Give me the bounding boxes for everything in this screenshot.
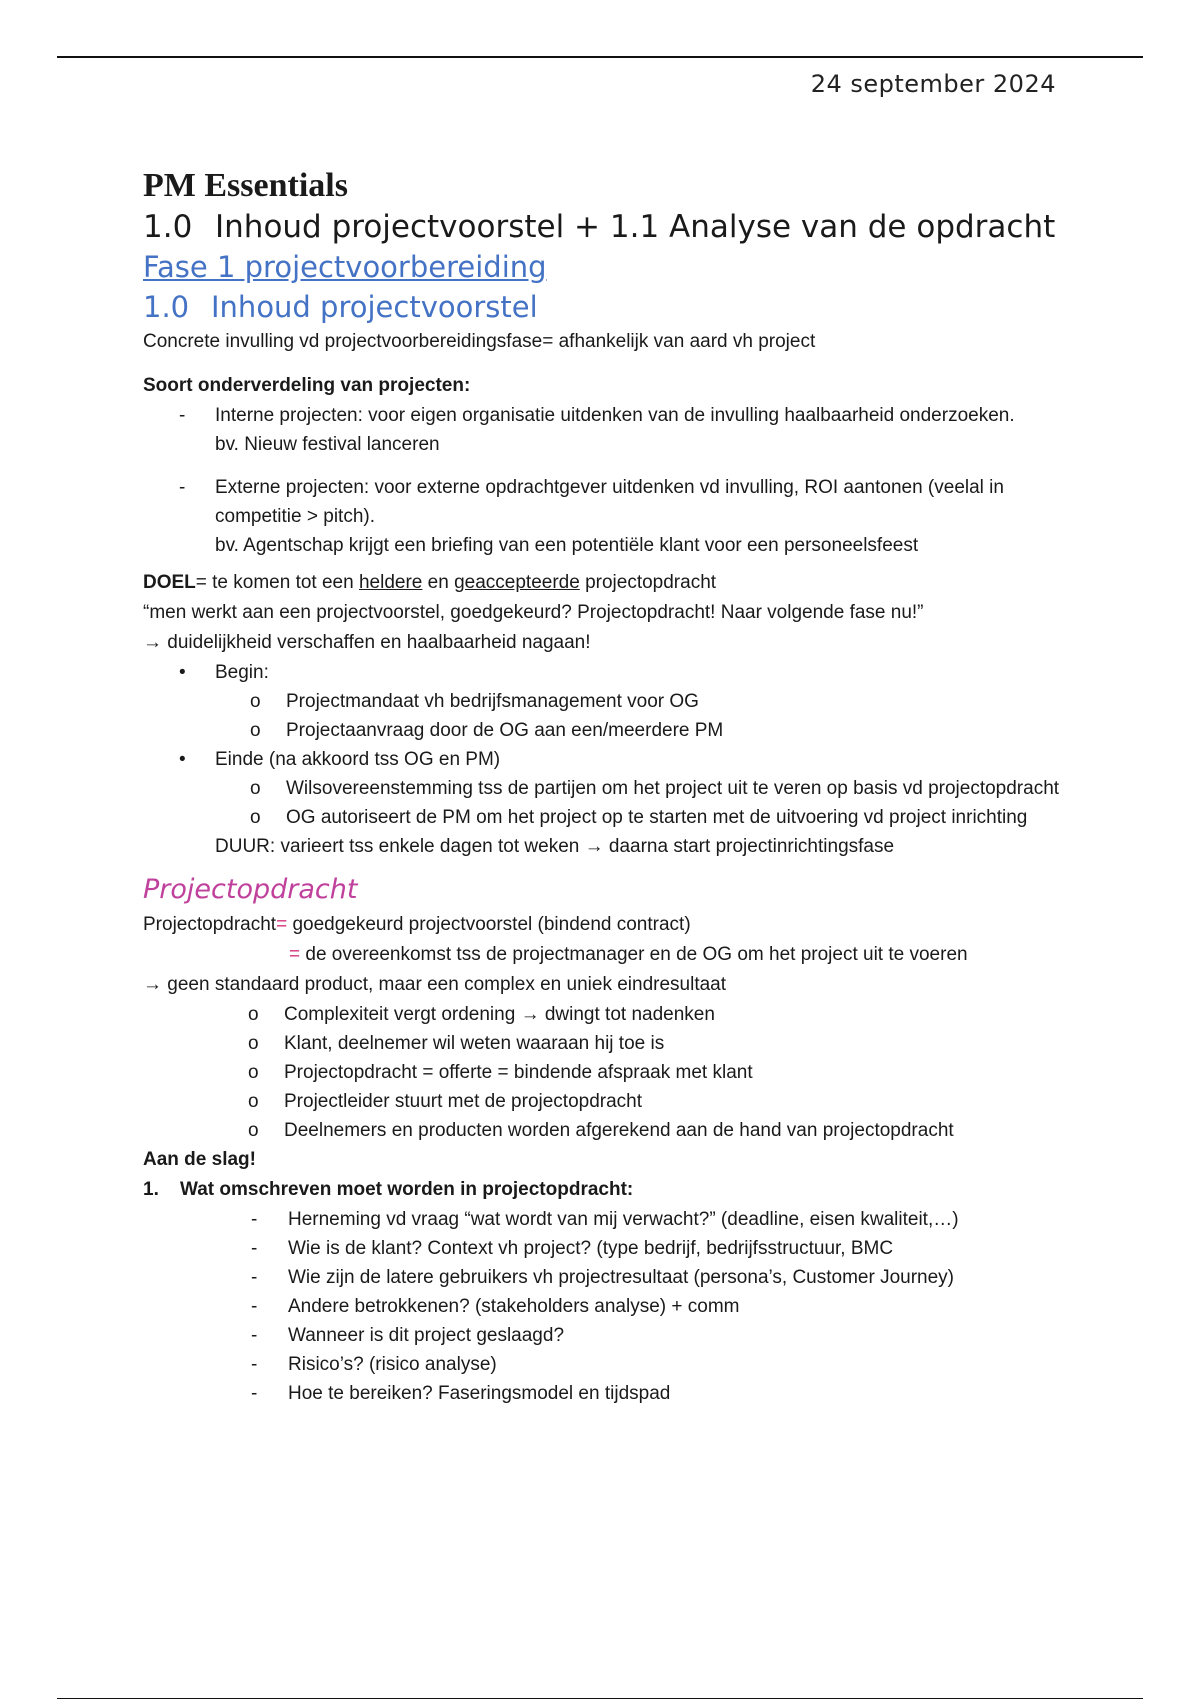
sub-item-text: Wilsovereenstemming tss de partijen om het project uit te veren op basis vd projectopdracht <box>286 778 1060 799</box>
definition-text: de overeenkomst tss de projectmanager en de OG om het project uit te voeren <box>300 944 968 965</box>
start-label: Aan de slag! <box>143 1149 256 1170</box>
sub-item <box>143 716 1073 745</box>
document-date: 24 september 2024 <box>810 70 1056 98</box>
projectopdracht-conclusion: → geen standaard product, maar een complex en uniek eindresultaat <box>143 974 727 995</box>
subdivision-title: Soort onderverdeling van projecten: <box>143 375 471 396</box>
bullet-marker: • <box>179 662 186 683</box>
section-number: 1.0 <box>143 290 190 324</box>
dash-marker: - <box>251 1354 258 1375</box>
list-item-text: Externe projecten: voor externe opdrachtgever uitdenken vd invulling, ROI aantonen (veelal in competitie > pitch). <box>215 477 1004 527</box>
sub-item-text: Projectaanvraag door de OG aan een/meerdere PM <box>286 720 724 741</box>
goal-text: en <box>422 572 455 593</box>
question-item <box>143 1234 1073 1263</box>
list-item-example: bv. Nieuw festival lanceren <box>215 434 440 455</box>
phase-item <box>143 658 1073 687</box>
sub-item <box>143 803 1073 832</box>
dash-marker: - <box>251 1325 258 1346</box>
phase-label: Begin: <box>215 662 269 683</box>
phase-label: Einde (na akkoord tss OG en PM) <box>215 749 501 770</box>
circle-marker: o <box>248 1091 259 1112</box>
dash-marker: - <box>251 1238 258 1259</box>
phase-item <box>143 745 1073 774</box>
equals-sign: = <box>289 944 301 965</box>
list-item <box>143 473 1073 560</box>
numbered-question <box>143 1175 1073 1205</box>
sub-item <box>143 774 1073 803</box>
intro-text: Concrete invulling vd projectvoorbereidingsfase= afhankelijk van aard vh project <box>143 331 816 352</box>
sub-item-text: Projectmandaat vh bedrijfsmanagement voor OG <box>286 691 699 712</box>
equals-sign: = <box>276 914 288 935</box>
dash-marker: - <box>179 477 186 498</box>
point-item <box>143 1000 1073 1029</box>
projectopdracht-heading: Projectopdracht <box>143 874 358 905</box>
point-text: Deelnemers en producten worden afgerekend aan de hand van projectopdracht <box>284 1120 954 1141</box>
dash-marker: - <box>251 1383 258 1404</box>
point-item <box>143 1058 1073 1087</box>
question-item <box>143 1292 1073 1321</box>
phase-heading: Fase 1 projectvoorbereiding <box>143 250 547 284</box>
question-item-text: Risico’s? (risico analyse) <box>288 1354 497 1375</box>
section-title: Inhoud projectvoorstel <box>211 290 538 324</box>
header-rule <box>57 56 1143 58</box>
sub-item <box>143 687 1073 716</box>
number-marker: 1. <box>143 1179 159 1200</box>
point-text: Complexiteit vergt ordening → dwingt tot nadenken <box>284 1004 715 1025</box>
chapter-heading <box>143 207 1073 247</box>
circle-marker: o <box>250 807 261 828</box>
question-item <box>143 1350 1073 1379</box>
circle-marker: o <box>250 691 261 712</box>
document-body <box>143 165 1073 1408</box>
footer-rule <box>57 1698 1143 1699</box>
document-title: PM Essentials <box>143 167 348 204</box>
point-item <box>143 1116 1073 1145</box>
dash-marker: - <box>251 1296 258 1317</box>
point-item <box>143 1029 1073 1058</box>
question-item-text: Wie zijn de latere gebruikers vh projectresultaat (persona’s, Customer Journey) <box>288 1267 955 1288</box>
definition-text: goedgekeurd projectvoorstel (bindend contract) <box>287 914 691 935</box>
circle-marker: o <box>248 1120 259 1141</box>
sub-item-text: OG autoriseert de PM om het project op te starten met de uitvoering vd project inrichting <box>286 807 1028 828</box>
dash-marker: - <box>179 405 186 426</box>
goal-conclusion: → duidelijkheid verschaffen en haalbaarheid nagaan! <box>143 632 591 653</box>
goal-label: DOEL <box>143 572 196 593</box>
question-text: Wat omschreven moet worden in projectopdracht: <box>180 1179 634 1200</box>
question-item-text: Andere betrokkenen? (stakeholders analyse) + comm <box>288 1296 740 1317</box>
circle-marker: o <box>248 1033 259 1054</box>
goal-text: projectopdracht <box>579 572 717 593</box>
question-item-text: Herneming vd vraag “wat wordt van mij verwacht?” (deadline, eisen kwaliteit,…) <box>288 1209 959 1230</box>
definition-line <box>143 910 1073 940</box>
list-item-text: Interne projecten: voor eigen organisatie uitdenken van de invulling haalbaarheid onderzoeken. <box>215 405 1015 426</box>
circle-marker: o <box>248 1062 259 1083</box>
goal-emphasis: geaccepteerde <box>454 572 580 593</box>
question-item <box>143 1379 1073 1408</box>
point-text: Projectleider stuurt met de projectopdracht <box>284 1091 643 1112</box>
point-text: Projectopdracht = offerte = bindende afspraak met klant <box>284 1062 753 1083</box>
chapter-title: Inhoud projectvoorstel + 1.1 Analyse van de opdracht <box>215 209 1056 245</box>
dash-marker: - <box>251 1267 258 1288</box>
question-item <box>143 1321 1073 1350</box>
duration-line: DUUR: varieert tss enkele dagen tot weken → daarna start projectinrichtingsfase <box>215 836 895 857</box>
circle-marker: o <box>250 720 261 741</box>
goal-quote: “men werkt aan een projectvoorstel, goedgekeurd? Projectopdracht! Naar volgende fase nu!” <box>143 602 924 623</box>
list-item <box>143 401 1073 459</box>
definition-line <box>143 940 1073 970</box>
circle-marker: o <box>248 1004 259 1025</box>
goal-emphasis: heldere <box>358 572 423 593</box>
circle-marker: o <box>250 778 261 799</box>
question-item-text: Wie is de klant? Context vh project? (type bedrijf, bedrijfsstructuur, BMC <box>288 1238 894 1259</box>
question-item <box>143 1263 1073 1292</box>
bullet-marker: • <box>179 749 186 770</box>
chapter-number: 1.0 <box>143 209 193 245</box>
question-item <box>143 1205 1073 1234</box>
list-item-example: bv. Agentschap krijgt een briefing van een potentiële klant voor een personeelsfeest <box>215 535 919 556</box>
point-text: Klant, deelnemer wil weten waaraan hij toe is <box>284 1033 665 1054</box>
goal-line <box>143 568 1073 598</box>
section-heading <box>143 287 1073 327</box>
definition-term: Projectopdracht <box>143 914 277 935</box>
question-item-text: Hoe te bereiken? Faseringsmodel en tijdspad <box>288 1383 671 1404</box>
goal-text: = te komen tot een <box>195 572 359 593</box>
point-item <box>143 1087 1073 1116</box>
question-item-text: Wanneer is dit project geslaagd? <box>288 1325 565 1346</box>
dash-marker: - <box>251 1209 258 1230</box>
